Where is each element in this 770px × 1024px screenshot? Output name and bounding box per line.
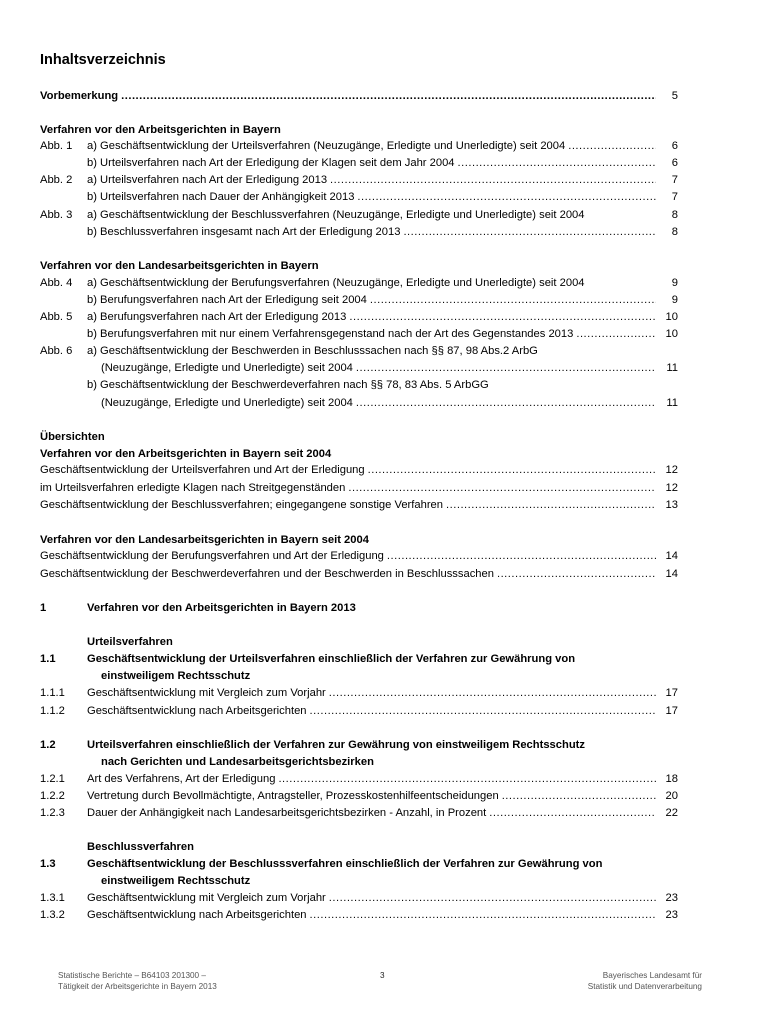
toc-entry[interactable] (40, 292, 680, 308)
entry-number: 1.2.2 (40, 790, 65, 802)
subsection-heading: Verfahren vor den Landesarbeitsgerichten in Bayern seit 2004 (40, 534, 369, 546)
toc-entry[interactable] (40, 771, 680, 787)
entry-page: 10 (665, 311, 678, 323)
entry-number: Abb. 2 (40, 174, 73, 186)
entry-text: Vorbemerkung (40, 90, 119, 102)
entry-text: b) Geschäftsentwicklung der Beschwerdeverfahren nach §§ 78, 83 Abs. 5 ArbGG (87, 379, 489, 391)
entry-page: 22 (665, 807, 678, 819)
chapter-number: 1 (40, 602, 47, 614)
toc-entry[interactable] (40, 480, 680, 496)
entry-text: Dauer der Anhängigkeit nach Landesarbeitsgerichtsbezirken - Anzahl, in Prozent (87, 807, 487, 819)
toc-entry[interactable] (40, 703, 680, 719)
section-heading-landesarbeitsgerichte: Verfahren vor den Landesarbeitsgerichten in Bayern (40, 260, 319, 272)
toc-entry[interactable] (40, 189, 680, 205)
entry-text: b) Urteilsverfahren nach Art der Erledigung der Klagen seit dem Jahr 2004 (87, 157, 455, 169)
toc-entry[interactable] (40, 172, 680, 188)
entry-number: Abb. 1 (40, 140, 73, 152)
entry-text: Geschäftsentwicklung nach Arbeitsgerichten (87, 705, 307, 717)
toc-entry[interactable] (40, 890, 680, 906)
entry-text: b) Berufungsverfahren mit nur einem Verfahrensgegenstand nach der Art des Gegenstandes 2013 (87, 328, 574, 340)
entry-text: a) Berufungsverfahren nach Art der Erledigung 2013 (87, 311, 347, 323)
entry-page: 7 (671, 174, 678, 186)
section-heading-arbeitsgerichte: Verfahren vor den Arbeitsgerichten in Bayern (40, 124, 281, 136)
toc-entry[interactable] (40, 377, 680, 393)
entry-text: Geschäftsentwicklung mit Vergleich zum Vorjahr (87, 687, 326, 699)
entry-number: 1.2.3 (40, 807, 65, 819)
chapter-title: Verfahren vor den Arbeitsgerichten in Bayern 2013 (87, 602, 356, 614)
entry-number: Abb. 3 (40, 209, 73, 221)
entry-page: 17 (665, 705, 678, 717)
entry-page: 6 (671, 140, 678, 152)
entry-number: 1.1.1 (40, 687, 65, 699)
entry-text: b) Berufungsverfahren nach Art der Erledigung seit 2004 (87, 294, 367, 306)
toc-entry[interactable] (40, 566, 680, 582)
toc-entry[interactable] (40, 805, 680, 821)
page-number: 3 (380, 971, 385, 980)
toc-entry[interactable] (40, 907, 680, 923)
entry-page: 7 (671, 191, 678, 203)
toc-entry[interactable] (40, 155, 680, 171)
entry-page: 9 (671, 294, 678, 306)
entry-number: Abb. 5 (40, 311, 73, 323)
entry-text: a) Urteilsverfahren nach Art der Erledigung 2013 (87, 174, 328, 186)
toc-entry[interactable] (40, 462, 680, 478)
entry-text: im Urteilsverfahren erledigte Klagen nach Streitgegenständen (40, 482, 346, 494)
toc-entry[interactable] (40, 138, 680, 154)
entry-page: 9 (671, 277, 678, 289)
entry-page: 20 (665, 790, 678, 802)
toc-entry[interactable] (40, 343, 680, 359)
entry-text: Vertretung durch Bevollmächtigte, Antragsteller, Prozesskostenhilfeentscheidungen (87, 790, 499, 802)
toc-entry[interactable] (40, 224, 680, 240)
entry-page: 18 (665, 773, 678, 785)
subsection-heading: Verfahren vor den Arbeitsgerichten in Bayern seit 2004 (40, 448, 332, 460)
document-page: Inhaltsverzeichnis Vorbemerkung ..... 5 Verfahren vor den Arbeitsgerichten in Bayern Abb. 1 a) Geschäftsentwicklung der Urteilsverfahren (Neuzugänge, Erledigte und Unerledigte) seit 2004 ..... 6 b) Urteilsverfahren nach Art der Erledigung der Klagen seit dem Jahr 2004 ..... 6 Abb. 2 a) Urteilsverfahren nach Art der Erledigung 2013 ..... 7 b) Urteilsverfahren nach Dauer der Anhängigkeit 2013 ..... 7 Abb. 3 a) Geschäftsentwicklung der Beschlussverfahren (Neuzugänge, Erledigte und Unerledigte) seit 2004 8 b) Beschlussverfahren insgesamt nach Art der Erledigung 2013 ..... 8 Verfahren vor den Landesarbeitsgerichten in Bayern Abb. 4 a) Geschäftsentwicklung der Berufungsverfahren (Neuzugänge, Erledigte und Unerledigte) seit 2004 9 b) Berufungsverfahren nach Art der Erledigung seit 2004 ..... 9 Abb. 5 a) Berufungsverfahren nach Art der Erledigung 2013 ..... 10 b) Berufungsverfahren mit nur einem Verfahrensgegenstand nach der Art des Gegenstandes 2013 ..... 10 Abb. 6 a) Geschäftsentwicklung der Beschwerden in Beschlusssachen nach §§ 87, 98 Abs.2 ArbG (Neuzugänge, Erledigte und Unerledigte) seit 2004 ..... 11 b) Geschäftsentwicklung der Beschwerdeverfahren nach §§ 78, 83 Abs. 5 ArbGG (Neuzugänge, Erledigte und Unerledigte) seit 2004 ..... 11 Übersichten Verfahren vor den Arbeitsgerichten in Bayern seit 2004 Geschäftsentwicklung der Urteilsverfahren und Art der Erledigung ..... 12 im Urteilsverfahren erledigte Klagen nach Streitgegenständen ..... 12 Geschäftsentwicklung der Beschlussverfahren; eingegangene sonstige Verfahren ..... 13 Verfahren vor den Landesarbeitsgerichten in Bayern seit 2004 Geschäftsentwicklung der Berufungsverfahren und Art der Erledigung ..... 14 Geschäftsentwicklung der Beschwerdeverfahren und der Beschwerden in Beschlusssachen ..... 14 1 Verfahren vor den Arbeitsgerichten in Bayern 2013 Urteilsverfahren 1.1 Geschäftsentwicklung der Urteilsverfahren einschließlich der Verfahren zur Gewährung von einstweiligem Rechtsschutz 1.1.1 Geschäftsentwicklung mit Vergleich zum Vorjahr ..... 17 1.1.2 Geschäftsentwicklung nach Arbeitsgerichten ..... 17 1.2 Urteilsverfahren einschließlich der Verfahren zur Gewährung von einstweiligem Rechtsschutz nach Gerichten und Landesarbeitsgerichtsbezirken 1.2.1 Art des Verfahrens, Art der Erledigung ..... 18 1.2.2 Vertretung durch Bevollmächtigte, Antragsteller, Prozesskostenhilfeentscheidungen ..... 20 1.2.3 Dauer der Anhängigkeit nach Landesarbeitsgerichtsbezirken - Anzahl, in Prozent ..... 22 Beschlussverfahren 1.3 Geschäftsentwicklung der Beschlusssverfahren einschließlich der Verfahren zur Gewährung von einstweiligem Rechtsschutz 1.3.1 Geschäftsentwicklung mit Vergleich zum Vorjahr ..... 23 1.3.2 Geschäftsentwicklung nach Arbeitsgerichten ..... 23 Statistische Berichte – B64103 201300 – Tätigkeit der Arbeitsgerichte in Bayern 2013 3 Bayerisches Landesamt für Statistik und Datenverarbeitung (0, 0, 770, 1024)
entry-page: 23 (665, 892, 678, 904)
entry-text: Geschäftsentwicklung der Beschwerdeverfahren und der Beschwerden in Beschlusssachen (40, 568, 494, 580)
entry-number: 1.3.1 (40, 892, 65, 904)
toc-entry[interactable] (40, 309, 680, 325)
entry-text: (Neuzugänge, Erledigte und Unerledigte) seit 2004 (101, 362, 353, 374)
toc-entry[interactable] (40, 395, 680, 411)
toc-entry[interactable] (40, 548, 680, 564)
entry-text: Geschäftsentwicklung mit Vergleich zum Vorjahr (87, 892, 326, 904)
section-heading-uebersichten: Übersichten (40, 431, 105, 443)
entry-text: b) Beschlussverfahren insgesamt nach Art der Erledigung 2013 (87, 226, 401, 238)
toc-entry[interactable] (40, 788, 680, 804)
entry-text: a) Geschäftsentwicklung der Berufungsverfahren (Neuzugänge, Erledigte und Unerledigte) seit 2004 (87, 277, 585, 289)
entry-text: a) Geschäftsentwicklung der Beschwerden in Beschlusssachen nach §§ 87, 98 Abs.2 ArbG (87, 345, 538, 357)
entry-page: 11 (666, 362, 678, 374)
entry-text: (Neuzugänge, Erledigte und Unerledigte) seit 2004 (101, 397, 353, 409)
entry-page: 23 (665, 909, 678, 921)
toc-entry-vorbemerkung[interactable] (40, 88, 680, 104)
entry-page: 13 (665, 499, 678, 511)
entry-text: a) Geschäftsentwicklung der Beschlussverfahren (Neuzugänge, Erledigte und Unerledigte) seit 2004 (87, 209, 585, 221)
entry-page: 11 (666, 397, 678, 409)
entry-page: 12 (665, 482, 678, 494)
entry-page: 14 (665, 550, 678, 562)
entry-page: 5 (671, 90, 678, 102)
entry-page: 8 (671, 226, 678, 238)
toc-title: Inhaltsverzeichnis (40, 52, 166, 68)
entry-page: 12 (665, 464, 678, 476)
entry-number: 1.3.2 (40, 909, 65, 921)
entry-text: Geschäftsentwicklung der Urteilsverfahren und Art der Erledigung (40, 464, 365, 476)
toc-entry[interactable] (40, 497, 680, 513)
footer-right: Bayerisches Landesamt für Statistik und Datenverarbeitung (587, 971, 702, 991)
footer-left: Statistische Berichte – B64103 201300 – Tätigkeit der Arbeitsgerichte in Bayern 2013 (58, 971, 217, 991)
entry-text: Geschäftsentwicklung nach Arbeitsgerichten (87, 909, 307, 921)
entry-text: Geschäftsentwicklung der Beschlussverfahren; eingegangene sonstige Verfahren (40, 499, 444, 511)
entry-text: a) Geschäftsentwicklung der Urteilsverfahren (Neuzugänge, Erledigte und Unerledigte) seit 2004 (87, 140, 566, 152)
toc-entry[interactable] (40, 207, 680, 223)
entry-number: 1.2.1 (40, 773, 65, 785)
entry-page: 8 (671, 209, 678, 221)
entry-number: Abb. 4 (40, 277, 73, 289)
entry-number: Abb. 6 (40, 345, 73, 357)
entry-text: Geschäftsentwicklung der Berufungsverfahren und Art der Erledigung (40, 550, 384, 562)
entry-page: 10 (665, 328, 678, 340)
entry-page: 17 (665, 687, 678, 699)
entry-text: b) Urteilsverfahren nach Dauer der Anhängigkeit 2013 (87, 191, 355, 203)
entry-page: 6 (671, 157, 678, 169)
toc-entry[interactable] (40, 326, 680, 342)
toc-entry[interactable] (40, 360, 680, 376)
entry-page: 14 (665, 568, 678, 580)
entry-text: Art des Verfahrens, Art der Erledigung (87, 773, 276, 785)
entry-number: 1.1.2 (40, 705, 65, 717)
toc-entry[interactable] (40, 275, 680, 291)
toc-entry[interactable] (40, 685, 680, 701)
